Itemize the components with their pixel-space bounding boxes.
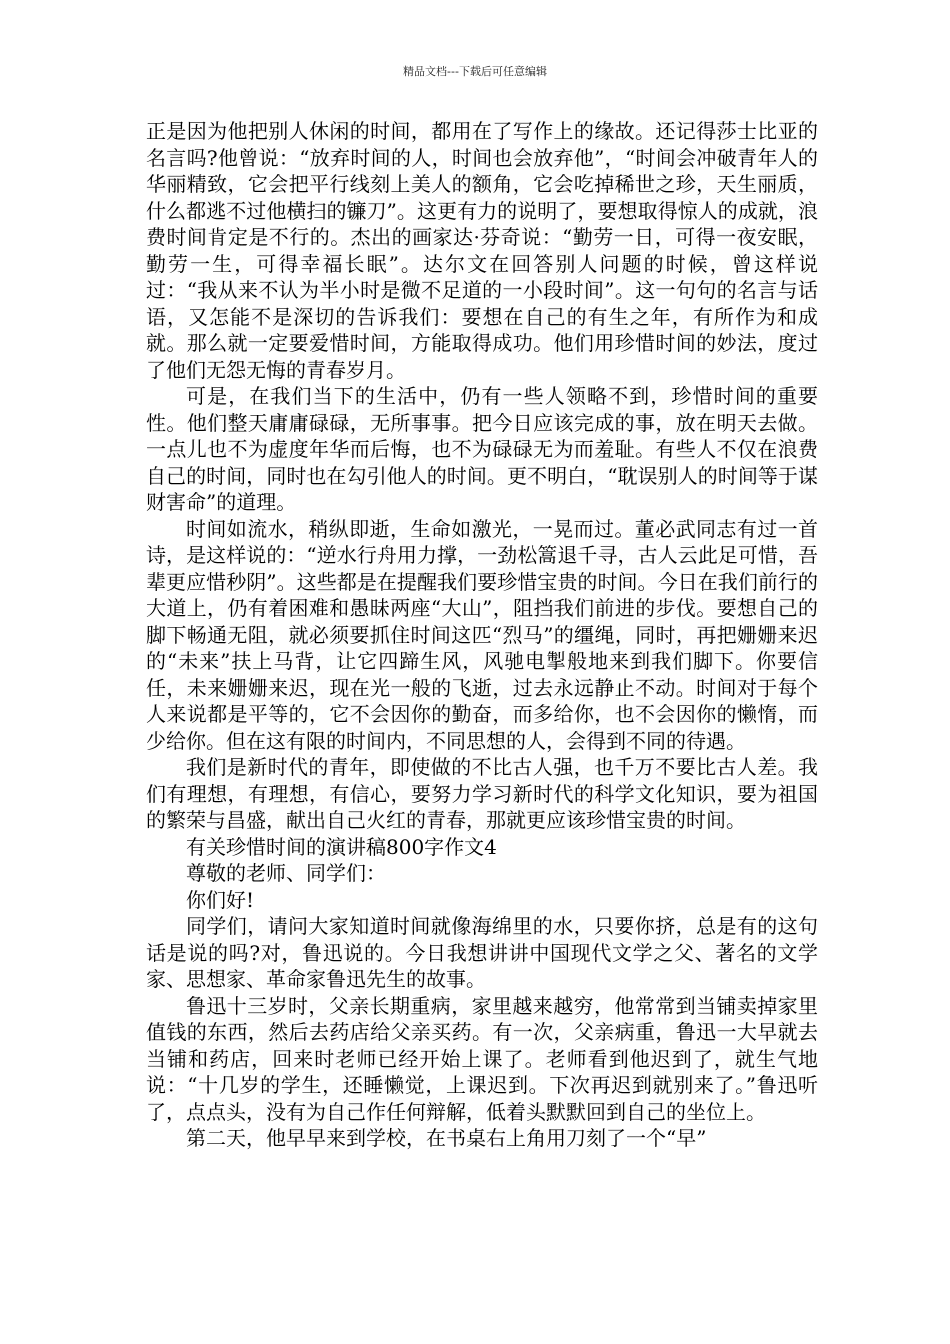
- document-body: [146, 118, 818, 1152]
- section-heading: 有关珍惜时间的演讲稿800字作文4: [186, 834, 497, 859]
- paragraph: 时间如流水，稍纵即逝，生命如激光，一晃而过。董必武同志有过一首诗，是这样说的：“逆水行舟用力撑，一劲松篙退千寻，古人云此足可惜，吾辈更应惜秒阴”。这些都是在提醒我们要珍惜宝贵的时间。今日在我们前行的大道上，仍有着困难和愚昧两座“大山”，阻挡我们前进的步伐。要想自己的脚下畅通无阻，就必须要抓住时间这匹“烈马”的缰绳，同时，再把姗姗来迟的“未来”扶上马背，让它四蹄生风，风驰电掣般地来到我们脚下。你要信任，未来姗姗来迟，现在光一般的飞逝，过去永远静止不动。时间对于每个人来说都是平等的，它不会因你的勤奋，而多给你，也不会因你的懒惰，而少给你。但在这有限的时间内，不同思想的人，会得到不同的待遇。: [146, 516, 818, 753]
- paragraph: 可是，在我们当下的生活中，仍有一些人领略不到，珍惜时间的重要性。他们整天庸庸碌碌，无所事事。把今日应该完成的事，放在明天去做。一点儿也不为虚度年华而后悔，也不为碌碌无为而羞耻。有些人不仅在浪费自己的时间，同时也在勾引他人的时间。更不明白，“耽误别人的时间等于谋财害命”的道理。: [146, 384, 818, 514]
- paragraph: 鲁迅十三岁时，父亲长期重病，家里越来越穷，他常常到当铺卖掉家里值钱的东西，然后去药店给父亲买药。有一次，父亲病重，鲁迅一大早就去当铺和药店，回来时老师已经开始上课了。老师看到他迟到了，就生气地说：“十几岁的学生，还睡懒觉，上课迟到。下次再迟到就别来了。”鲁迅听了，点点头，没有为自己作任何辩解，低着头默默回到自己的坐位上。: [146, 993, 818, 1124]
- greeting: 你们好!: [186, 887, 255, 912]
- paragraph: 第二天，他早早来到学校，在书桌右上角用刀刻了一个“早”: [186, 1126, 707, 1150]
- page-header: 精品文档---下载后可任意编辑: [403, 65, 547, 78]
- salutation: 尊敬的老师、同学们：: [186, 861, 386, 885]
- paragraph: 同学们，请问大家知道时间就像海绵里的水，只要你挤，总是有的这句话是说的吗?对，鲁迅说的。今日我想讲讲中国现代文学之父、著名的文学家、思想家、革命家鲁迅先生的故事。: [146, 914, 818, 991]
- paragraph: 正是因为他把别人休闲的时间，都用在了写作上的缘故。还记得莎士比亚的名言吗?他曾说：“放弃时间的人，时间也会放弃他”，“时间会冲破青年人的华丽精致，它会把平行线刻上美人的额角，它会吃掉稀世之珍，天生丽质，什么都逃不过他横扫的镰刀”。这更有力的说明了，要想取得惊人的成就，浪费时间肯定是不行的。杰出的画家达·芬奇说：“勤劳一日，可得一夜安眠，勤劳一生，可得幸福长眠”。达尔文在回答别人问题的时候，曾这样说过：“我从来不认为半小时是微不足道的一小段时间”。这一句句的名言与话语，又怎能不是深切的告诉我们：要想在自己的有生之年，有所作为和成就。那么就一定要爱惜时间，方能取得成功。他们用珍惜时间的妙法，度过了他们无怨无悔的青春岁月。: [146, 119, 818, 382]
- paragraph: 我们是新时代的青年，即使做的不比古人强，也千万不要比古人差。我们有理想，有理想，有信心，要努力学习新时代的科学文化知识，要为祖国的繁荣与昌盛，献出自己火红的青春，那就更应该珍惜宝贵的时间。: [146, 755, 818, 832]
